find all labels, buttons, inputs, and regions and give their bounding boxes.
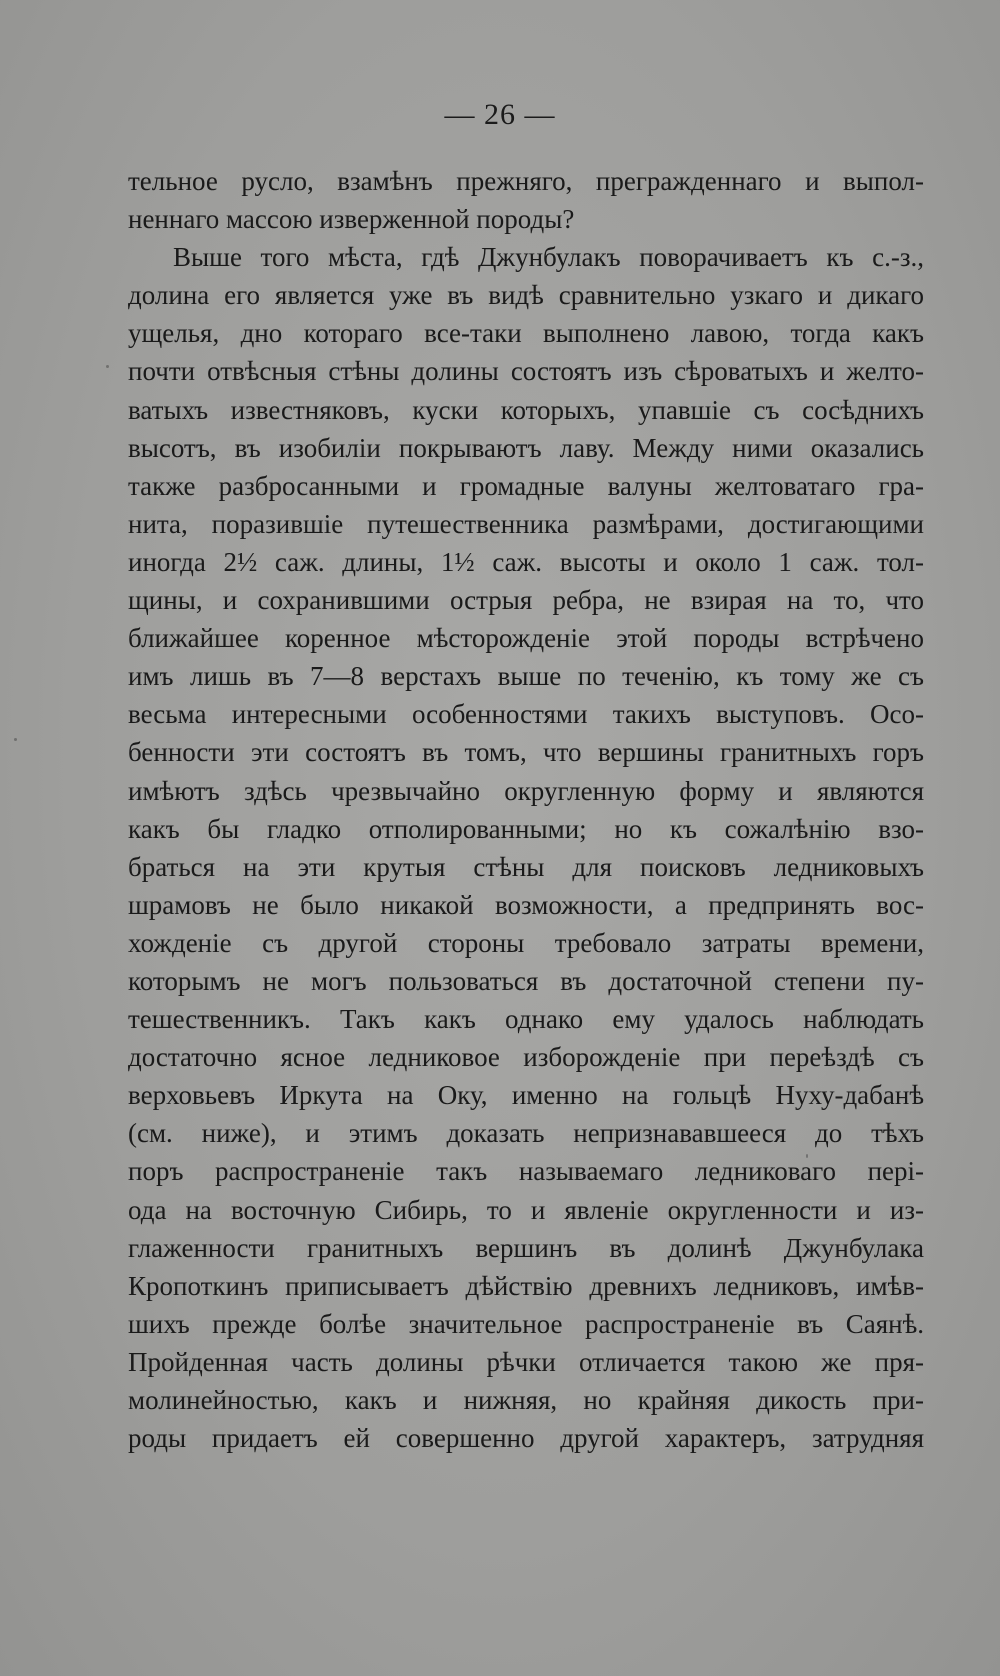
text-line: высотъ, въ изобиліи покрываютъ лаву. Между ними оказались xyxy=(128,432,924,463)
page-number: — 26 — xyxy=(444,98,556,131)
text-line: какъ бы гладко отполированными; но къ сожалѣнію взо- xyxy=(128,813,924,844)
paper-speck xyxy=(806,1154,808,1158)
text-line: неннаго массою изверженной породы? xyxy=(128,204,575,235)
text-line: тельное русло, взамѣнъ прежняго, прегражденнаго и выпол- xyxy=(128,166,924,196)
text-line: Пройденная часть долины рѣчки отличается такою же пря- xyxy=(128,1346,924,1377)
text-line: Выше того мѣста, гдѣ Джунбулакъ поворачиваетъ къ с.-з., xyxy=(173,242,924,273)
text-line: молинейностью, какъ и нижняя, но крайняя дикость при- xyxy=(128,1385,924,1415)
text-line: шрамовъ не было никакой возможности, а предпринять вос- xyxy=(128,889,924,920)
text-line: почти отвѣсныя стѣны долины состоятъ изъ сѣроватыхъ и желто- xyxy=(128,356,924,387)
text-line: ближайшее коренное мѣсторожденіе этой породы встрѣчено xyxy=(128,623,924,654)
paper-speck xyxy=(106,365,109,368)
text-line: достаточно ясное ледниковое изборожденіе при переѣздѣ съ xyxy=(128,1042,924,1073)
text-line: щины, и сохранившими острыя ребра, не взирая на то, что xyxy=(128,585,924,616)
text-line: роды придаетъ ей совершенно другой характеръ, затрудняя xyxy=(128,1423,924,1454)
text-line: ватыхъ известняковъ, куски которыхъ, упавшіе съ сосѣднихъ xyxy=(128,394,924,425)
text-line: имѣютъ здѣсь чрезвычайно округленную форму и являются xyxy=(128,775,924,806)
text-line: имъ лишь въ 7—8 верстахъ выше по теченію, къ тому же съ xyxy=(128,661,924,692)
text-line: поръ распространеніе такъ называемаго ледниковаго пері- xyxy=(128,1156,924,1187)
text-line: хожденіе съ другой стороны требовало затраты времени, xyxy=(128,927,924,958)
text-line: которымъ не могъ пользоваться въ достаточной степени пу- xyxy=(128,965,924,996)
text-line: также разбросанными и громадные валуны желтоватаго гра- xyxy=(128,470,924,501)
paper-speck xyxy=(14,738,17,741)
text-line: тешественникъ. Такъ какъ однако ему удалось наблюдать xyxy=(128,1004,924,1035)
text-line: (см. ниже), и этимъ доказать непризнававшееся до тѣхъ xyxy=(128,1118,924,1149)
text-line: ущелья, дно котораго все-таки выполнено лавою, тогда какъ xyxy=(128,318,924,349)
text-line: иногда 2½ саж. длины, 1½ саж. высоты и около 1 саж. тол- xyxy=(128,546,924,577)
text-line: Кропоткинъ приписываетъ дѣйствію древнихъ ледниковъ, имѣв- xyxy=(128,1270,924,1301)
text-line: ода на восточную Сибирь, то и явленіе округленности и из- xyxy=(128,1194,924,1225)
text-line: бенности эти состоятъ въ томъ, что вершины гранитныхъ горъ xyxy=(128,737,924,768)
text-line: верховьевъ Иркута на Оку, именно на гольцѣ Нуху-дабанѣ xyxy=(128,1080,924,1111)
text-line: долина его является уже въ видѣ сравнительно узкаго и дикаго xyxy=(128,280,924,311)
body-text xyxy=(128,162,924,1457)
text-line: глаженности гранитныхъ вершинъ въ долинѣ Джунбулака xyxy=(128,1232,924,1263)
text-line: шихъ прежде болѣе значительное распространеніе въ Саянѣ. xyxy=(128,1308,924,1339)
text-line: браться на эти крутыя стѣны для поисковъ ледниковыхъ xyxy=(128,851,924,882)
text-line: нита, поразившіе путешественника размѣрами, достигающими xyxy=(128,508,924,539)
text-line: весьма интересными особенностями такихъ выступовъ. Осо- xyxy=(128,699,924,730)
